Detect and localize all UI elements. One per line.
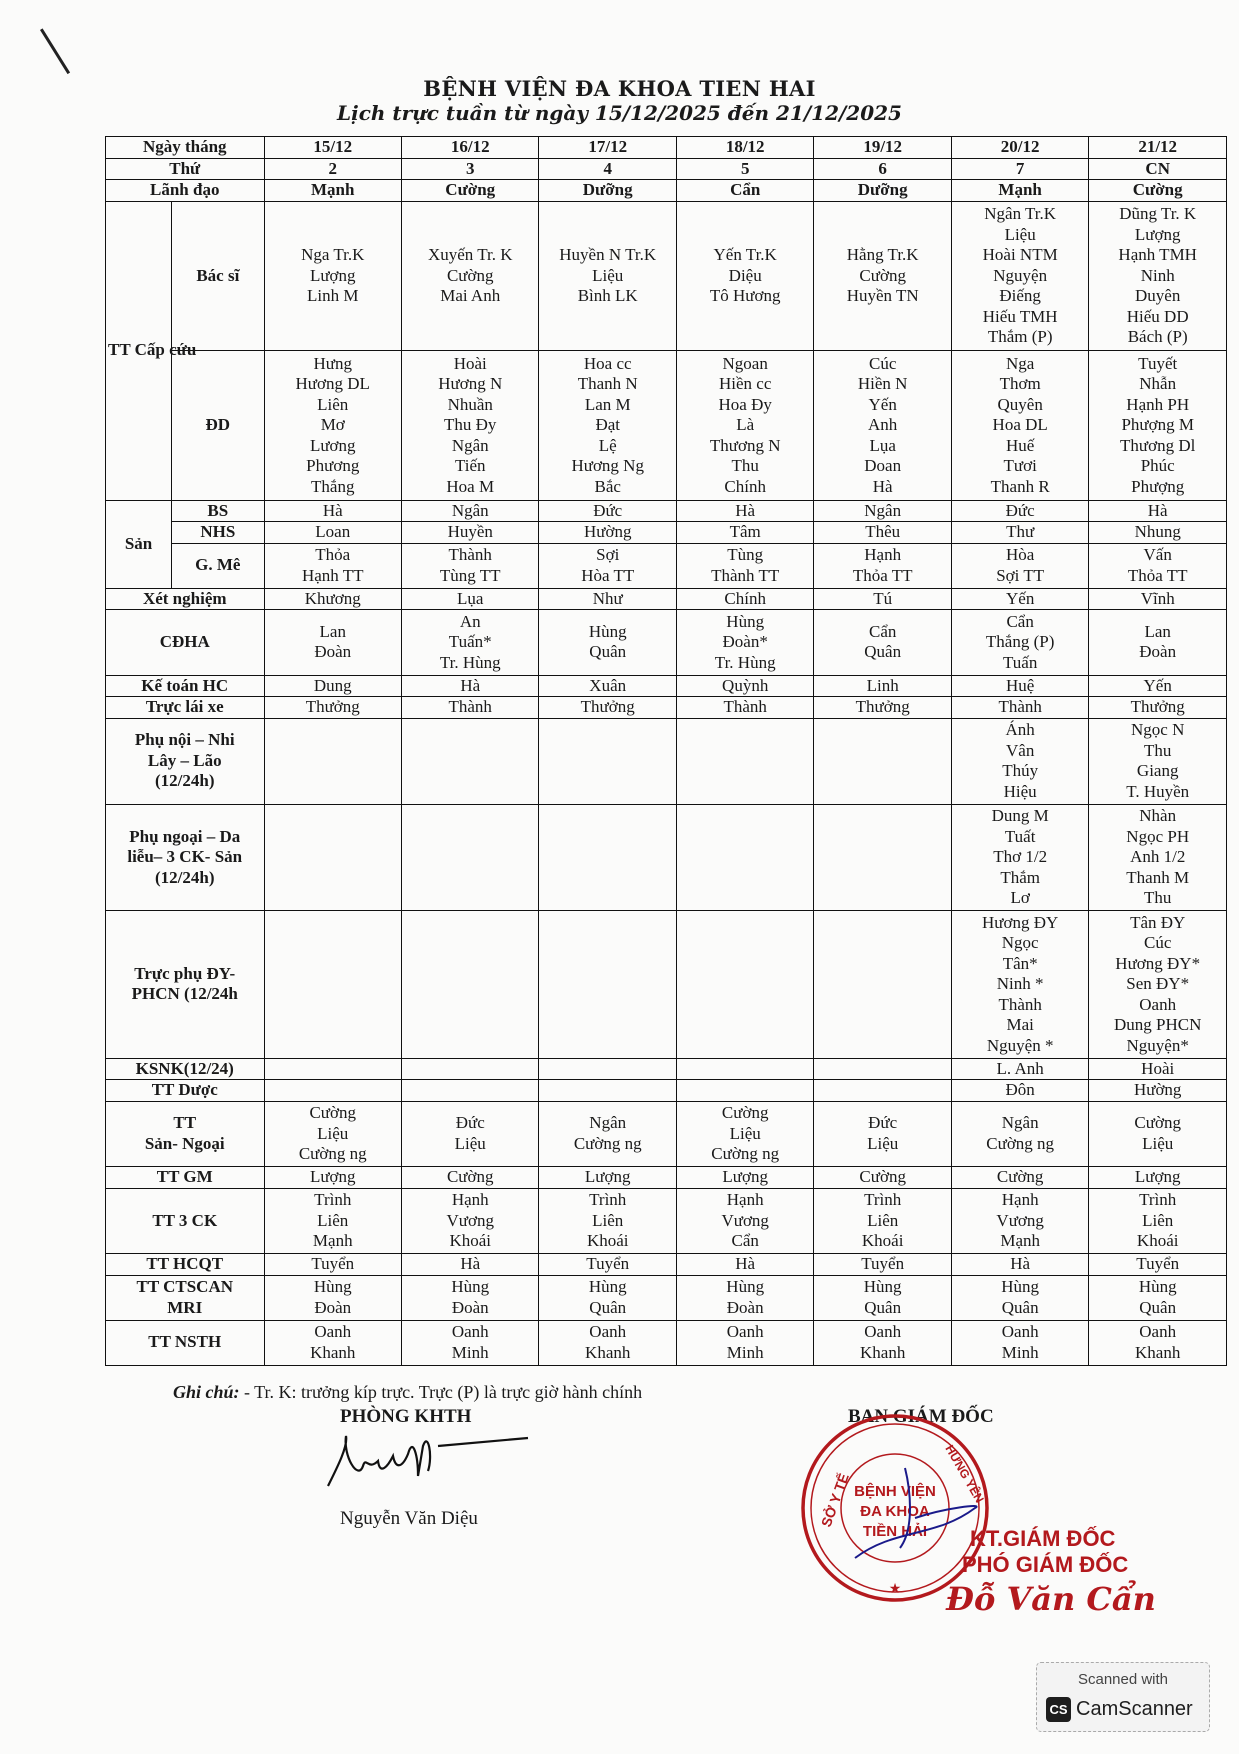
gm-cell: Lượng	[1089, 1167, 1227, 1189]
table-row	[106, 1101, 1227, 1167]
xn-cell: Khương	[264, 588, 401, 610]
svg-text:SỞ Y TẾ: SỞ Y TẾ	[817, 1471, 852, 1530]
phudy-cell: Tân ĐY Cúc Hương ĐY* Sen ĐY* Oanh Dung PHCN Nguyện*	[1089, 911, 1227, 1059]
san-bs-cell: Đức	[951, 500, 1088, 522]
table-row	[106, 1080, 1227, 1102]
pen-mark	[40, 28, 70, 74]
leader-cell: Mạnh	[264, 180, 401, 202]
phudy-cell	[814, 911, 951, 1059]
table-row	[106, 911, 1227, 1059]
ctscan-label: TT CTSCAN MRI	[106, 1275, 265, 1320]
bacsi-cell: Yến Tr.K Diệu Tô Hương	[676, 201, 813, 351]
weekday-header: CN	[1089, 158, 1227, 180]
dd-cell: Hoa cc Thanh N Lan M Đạt Lệ Hương Ng Bắc	[539, 351, 676, 501]
dd-cell: Hoài Hương N Nhuần Thu Đy Ngân Tiến Hoa M	[401, 351, 538, 501]
ctscan-cell: Hùng Quân	[539, 1275, 676, 1320]
phungoai-cell	[401, 804, 538, 911]
camscanner-icon: CS	[1046, 1697, 1071, 1722]
san-nhs-cell: Huyền	[401, 522, 538, 544]
kthc-cell: Dung	[264, 675, 401, 697]
gm-cell: Cường	[401, 1167, 538, 1189]
ksnk-cell: Hoài	[1089, 1058, 1227, 1080]
duty-schedule-table	[105, 136, 1227, 1366]
leader-cell: Dưỡng	[539, 180, 676, 202]
kthc-label: Kế toán HC	[106, 675, 265, 697]
svg-text:TIỀN HẢI: TIỀN HẢI	[862, 1523, 928, 1540]
weekday-header: 3	[401, 158, 538, 180]
kthc-cell: Huệ	[951, 675, 1088, 697]
nsth-cell: Oanh Khanh	[814, 1320, 951, 1365]
svg-text:BỆNH VIỆN: BỆNH VIỆN	[854, 1483, 936, 1500]
ck3-label: TT 3 CK	[106, 1188, 265, 1254]
phunoi-cell: Ánh Vân Thúy Hiệu	[951, 718, 1088, 804]
dd-cell: Nga Thơm Quyên Hoa DL Huế Tươi Thanh R	[951, 351, 1088, 501]
san-nhs-cell: Loan	[264, 522, 401, 544]
phunoi-label: Phụ nội – Nhi Lây – Lão (12/24h)	[106, 718, 265, 804]
gm-cell: Lượng	[264, 1167, 401, 1189]
footnote: Ghi chú: - Tr. K: trưởng kíp trực. Trực (P) là trực giờ hành chính	[173, 1382, 643, 1402]
ksnk-cell	[814, 1058, 951, 1080]
label-weekday: Thứ	[106, 158, 265, 180]
gm-label: TT GM	[106, 1167, 265, 1189]
phudy-cell	[264, 911, 401, 1059]
san-nhs-cell: Hường	[539, 522, 676, 544]
san-nhs-cell: Tâm	[676, 522, 813, 544]
date-header: 18/12	[676, 137, 813, 159]
table-row	[106, 351, 1227, 501]
date-header: 19/12	[814, 137, 951, 159]
gm-cell: Lượng	[539, 1167, 676, 1189]
ck3-cell: Hạnh Vương Cẩn	[676, 1188, 813, 1254]
dd-label: ĐD	[172, 351, 264, 501]
phudy-label: Trực phụ ĐY- PHCN (12/24h	[106, 911, 265, 1059]
date-header: 16/12	[401, 137, 538, 159]
duoc-cell	[539, 1080, 676, 1102]
hcqt-cell: Tuyển	[264, 1254, 401, 1276]
table-row	[106, 1254, 1227, 1276]
phungoai-cell	[264, 804, 401, 911]
hcqt-cell: Tuyển	[539, 1254, 676, 1276]
ck3-cell: Trình Liên Khoái	[814, 1188, 951, 1254]
table-row	[106, 201, 1227, 351]
hcqt-label: TT HCQT	[106, 1254, 265, 1276]
ctscan-cell: Hùng Quân	[1089, 1275, 1227, 1320]
phunoi-cell	[264, 718, 401, 804]
san-nhs-cell: Nhung	[1089, 522, 1227, 544]
phungoai-cell: Dung M Tuất Thơ 1/2 Thắm Lơ	[951, 804, 1088, 911]
kthc-cell: Quỳnh	[676, 675, 813, 697]
schedule-subtitle: Lịch trực tuần từ ngày 15/12/2025 đến 21/12/2025	[337, 101, 902, 125]
xn-cell: Yến	[951, 588, 1088, 610]
camscanner-watermark: Scanned with CS CamScanner	[1036, 1662, 1210, 1732]
bacsi-cell: Xuyến Tr. K Cường Mai Anh	[401, 201, 538, 351]
nsth-label: TT NSTH	[106, 1320, 265, 1365]
kthc-cell: Yến	[1089, 675, 1227, 697]
ck3-cell: Trình Liên Khoái	[1089, 1188, 1227, 1254]
nsth-cell: Oanh Minh	[951, 1320, 1088, 1365]
right-role-1: KT.GIÁM ĐỐC	[970, 1526, 1116, 1551]
right-signer-name: Đỗ Văn Cẩn	[946, 1580, 1156, 1618]
right-signature-title: BAN GIÁM ĐỐC	[848, 1406, 994, 1427]
laixe-cell: Thành	[401, 697, 538, 719]
table-row	[106, 137, 1227, 159]
cdha-cell: Hùng Quân	[539, 610, 676, 676]
table-row	[106, 675, 1227, 697]
phunoi-cell	[814, 718, 951, 804]
phungoai-cell: Nhàn Ngọc PH Anh 1/2 Thanh M Thu	[1089, 804, 1227, 911]
table-row	[106, 1167, 1227, 1189]
leader-cell: Cường	[1089, 180, 1227, 202]
svg-text:HƯNG YÊN: HƯNG YÊN	[942, 1442, 987, 1506]
cdha-cell: An Tuấn* Tr. Hùng	[401, 610, 538, 676]
table-row	[106, 610, 1227, 676]
table-row	[106, 1275, 1227, 1320]
nsth-cell: Oanh Minh	[676, 1320, 813, 1365]
sanngoai-cell: Đức Liệu	[401, 1101, 538, 1167]
bacsi-cell: Huyền N Tr.K Liệu Bình LK	[539, 201, 676, 351]
nsth-cell: Oanh Khanh	[1089, 1320, 1227, 1365]
ksnk-cell	[264, 1058, 401, 1080]
bs-label: BS	[172, 500, 264, 522]
san-gme-cell: Thành Tùng TT	[401, 543, 538, 588]
left-signature-title: PHÒNG KHTH	[340, 1406, 472, 1427]
label-leader: Lãnh đạo	[106, 180, 265, 202]
ksnk-label: KSNK(12/24)	[106, 1058, 265, 1080]
xn-label: Xét nghiệm	[106, 588, 265, 610]
phudy-cell	[676, 911, 813, 1059]
bacsi-cell: Ngân Tr.K Liệu Hoài NTM Nguyện Điếng Hiếu TMH Thắm (P)	[951, 201, 1088, 351]
san-bs-cell: Ngân	[814, 500, 951, 522]
leader-cell: Dưỡng	[814, 180, 951, 202]
weekday-header: 5	[676, 158, 813, 180]
cdha-cell: Lan Đoàn	[1089, 610, 1227, 676]
laixe-cell: Thưởng	[1089, 697, 1227, 719]
xn-cell: Chính	[676, 588, 813, 610]
phungoai-cell	[539, 804, 676, 911]
right-role-2: PHÓ GIÁM ĐỐC	[962, 1552, 1129, 1577]
duoc-cell: Đôn	[951, 1080, 1088, 1102]
gm-cell: Cường	[814, 1167, 951, 1189]
table-row	[106, 522, 1227, 544]
cdha-cell: Cẩn Quân	[814, 610, 951, 676]
nsth-cell: Oanh Khanh	[264, 1320, 401, 1365]
ctscan-cell: Hùng Đoàn	[264, 1275, 401, 1320]
nsth-cell: Oanh Minh	[401, 1320, 538, 1365]
table-row	[106, 180, 1227, 202]
san-label: Sản	[106, 500, 172, 588]
laixe-cell: Thưởng	[814, 697, 951, 719]
left-signature-scribble	[318, 1426, 538, 1496]
ctscan-cell: Hùng Đoàn	[401, 1275, 538, 1320]
dd-cell: Tuyết Nhẫn Hạnh PH Phượng M Thương Dl Phúc Phượng	[1089, 351, 1227, 501]
ck3-cell: Trình Liên Khoái	[539, 1188, 676, 1254]
phudy-cell: Hương ĐY Ngọc Tân* Ninh * Thành Mai Nguyện *	[951, 911, 1088, 1059]
table-row	[106, 804, 1227, 911]
gm-cell: Cường	[951, 1167, 1088, 1189]
ctscan-cell: Hùng Quân	[951, 1275, 1088, 1320]
table-row	[106, 697, 1227, 719]
san-gme-cell: Sợi Hòa TT	[539, 543, 676, 588]
ksnk-cell	[401, 1058, 538, 1080]
weekday-header: 4	[539, 158, 676, 180]
date-header: 21/12	[1089, 137, 1227, 159]
table-row	[106, 543, 1227, 588]
laixe-cell: Thưởng	[264, 697, 401, 719]
san-bs-cell: Hà	[264, 500, 401, 522]
ttcc-label: TT Cấp cứu	[106, 201, 172, 500]
table-row	[106, 1188, 1227, 1254]
kthc-cell: Linh	[814, 675, 951, 697]
table-row	[106, 718, 1227, 804]
hcqt-cell: Hà	[951, 1254, 1088, 1276]
dd-cell: Cúc Hiền N Yến Anh Lụa Doan Hà	[814, 351, 951, 501]
phudy-cell	[401, 911, 538, 1059]
san-gme-cell: Hòa Sợi TT	[951, 543, 1088, 588]
gme-label: G. Mê	[172, 543, 264, 588]
sanngoai-cell: Ngân Cường ng	[539, 1101, 676, 1167]
cdha-cell: Hùng Đoàn* Tr. Hùng	[676, 610, 813, 676]
leader-cell: Cường	[401, 180, 538, 202]
phungoai-cell	[814, 804, 951, 911]
xn-cell: Như	[539, 588, 676, 610]
phunoi-cell	[676, 718, 813, 804]
phunoi-cell	[401, 718, 538, 804]
san-gme-cell: Vấn Thỏa TT	[1089, 543, 1227, 588]
hcqt-cell: Tuyển	[1089, 1254, 1227, 1276]
ck3-cell: Trình Liên Mạnh	[264, 1188, 401, 1254]
label-date: Ngày tháng	[106, 137, 265, 159]
gm-cell: Lượng	[676, 1167, 813, 1189]
ksnk-cell	[676, 1058, 813, 1080]
leader-cell: Mạnh	[951, 180, 1088, 202]
sanngoai-cell: Cường Liệu Cường ng	[676, 1101, 813, 1167]
sanngoai-label: TT Sản- Ngoại	[106, 1101, 265, 1167]
ctscan-cell: Hùng Đoàn	[676, 1275, 813, 1320]
laixe-cell: Thành	[951, 697, 1088, 719]
sanngoai-cell: Cường Liệu	[1089, 1101, 1227, 1167]
san-gme-cell: Thỏa Hạnh TT	[264, 543, 401, 588]
phunoi-cell	[539, 718, 676, 804]
ksnk-cell: L. Anh	[951, 1058, 1088, 1080]
svg-text:★: ★	[888, 1581, 902, 1597]
table-row	[106, 500, 1227, 522]
san-nhs-cell: Thư	[951, 522, 1088, 544]
table-row	[106, 588, 1227, 610]
san-gme-cell: Hạnh Thỏa TT	[814, 543, 951, 588]
date-header: 20/12	[951, 137, 1088, 159]
duoc-label: TT Dược	[106, 1080, 265, 1102]
table-row	[106, 158, 1227, 180]
table-row	[106, 1058, 1227, 1080]
duoc-cell	[401, 1080, 538, 1102]
cdha-label: CĐHA	[106, 610, 265, 676]
hcqt-cell: Hà	[401, 1254, 538, 1276]
duoc-cell	[814, 1080, 951, 1102]
date-header: 17/12	[539, 137, 676, 159]
laixe-cell: Thành	[676, 697, 813, 719]
dd-cell: Hưng Hương DL Liên Mơ Lương Phương Thắng	[264, 351, 401, 501]
duoc-cell	[676, 1080, 813, 1102]
nhs-label: NHS	[172, 522, 264, 544]
laixe-label: Trực lái xe	[106, 697, 265, 719]
phudy-cell	[539, 911, 676, 1059]
ck3-cell: Hạnh Vương Mạnh	[951, 1188, 1088, 1254]
xn-cell: Tú	[814, 588, 951, 610]
weekday-header: 7	[951, 158, 1088, 180]
cdha-cell: Cẩn Thắng (P) Tuấn	[951, 610, 1088, 676]
left-signer-name: Nguyễn Văn Diệu	[340, 1508, 478, 1529]
ctscan-cell: Hùng Quân	[814, 1275, 951, 1320]
phungoai-cell	[676, 804, 813, 911]
hospital-seal	[795, 1408, 995, 1608]
dd-cell: Ngoan Hiền cc Hoa Đy Là Thương N Thu Chính	[676, 351, 813, 501]
sanngoai-cell: Ngân Cường ng	[951, 1101, 1088, 1167]
san-nhs-cell: Thêu	[814, 522, 951, 544]
weekday-header: 2	[264, 158, 401, 180]
hospital-title: BỆNH VIỆN ĐA KHOA TIEN HAI	[423, 76, 816, 101]
hcqt-cell: Tuyển	[814, 1254, 951, 1276]
hcqt-cell: Hà	[676, 1254, 813, 1276]
san-bs-cell: Hà	[676, 500, 813, 522]
phungoai-label: Phụ ngoại – Da liễu– 3 CK- Sản (12/24h)	[106, 804, 265, 911]
laixe-cell: Thưởng	[539, 697, 676, 719]
leader-cell: Cẩn	[676, 180, 813, 202]
xn-cell: Lụa	[401, 588, 538, 610]
bacsi-label: Bác sĩ	[172, 201, 264, 351]
date-header: 15/12	[264, 137, 401, 159]
phunoi-cell: Ngọc N Thu Giang T. Huyền	[1089, 718, 1227, 804]
nsth-cell: Oanh Khanh	[539, 1320, 676, 1365]
san-bs-cell: Hà	[1089, 500, 1227, 522]
xn-cell: Vĩnh	[1089, 588, 1227, 610]
sanngoai-cell: Đức Liệu	[814, 1101, 951, 1167]
san-gme-cell: Tùng Thành TT	[676, 543, 813, 588]
sanngoai-cell: Cường Liệu Cường ng	[264, 1101, 401, 1167]
ck3-cell: Hạnh Vương Khoái	[401, 1188, 538, 1254]
weekday-header: 6	[814, 158, 951, 180]
cdha-cell: Lan Đoàn	[264, 610, 401, 676]
kthc-cell: Xuân	[539, 675, 676, 697]
kthc-cell: Hà	[401, 675, 538, 697]
san-bs-cell: Ngân	[401, 500, 538, 522]
svg-text:ĐA KHOA: ĐA KHOA	[860, 1503, 930, 1520]
duoc-cell: Hường	[1089, 1080, 1227, 1102]
bacsi-cell: Nga Tr.K Lượng Linh M	[264, 201, 401, 351]
san-bs-cell: Đức	[539, 500, 676, 522]
bacsi-cell: Dũng Tr. K Lượng Hạnh TMH Ninh Duyên Hiếu DD Bách (P)	[1089, 201, 1227, 351]
table-row	[106, 1320, 1227, 1365]
ksnk-cell	[539, 1058, 676, 1080]
duoc-cell	[264, 1080, 401, 1102]
bacsi-cell: Hằng Tr.K Cường Huyền TN	[814, 201, 951, 351]
